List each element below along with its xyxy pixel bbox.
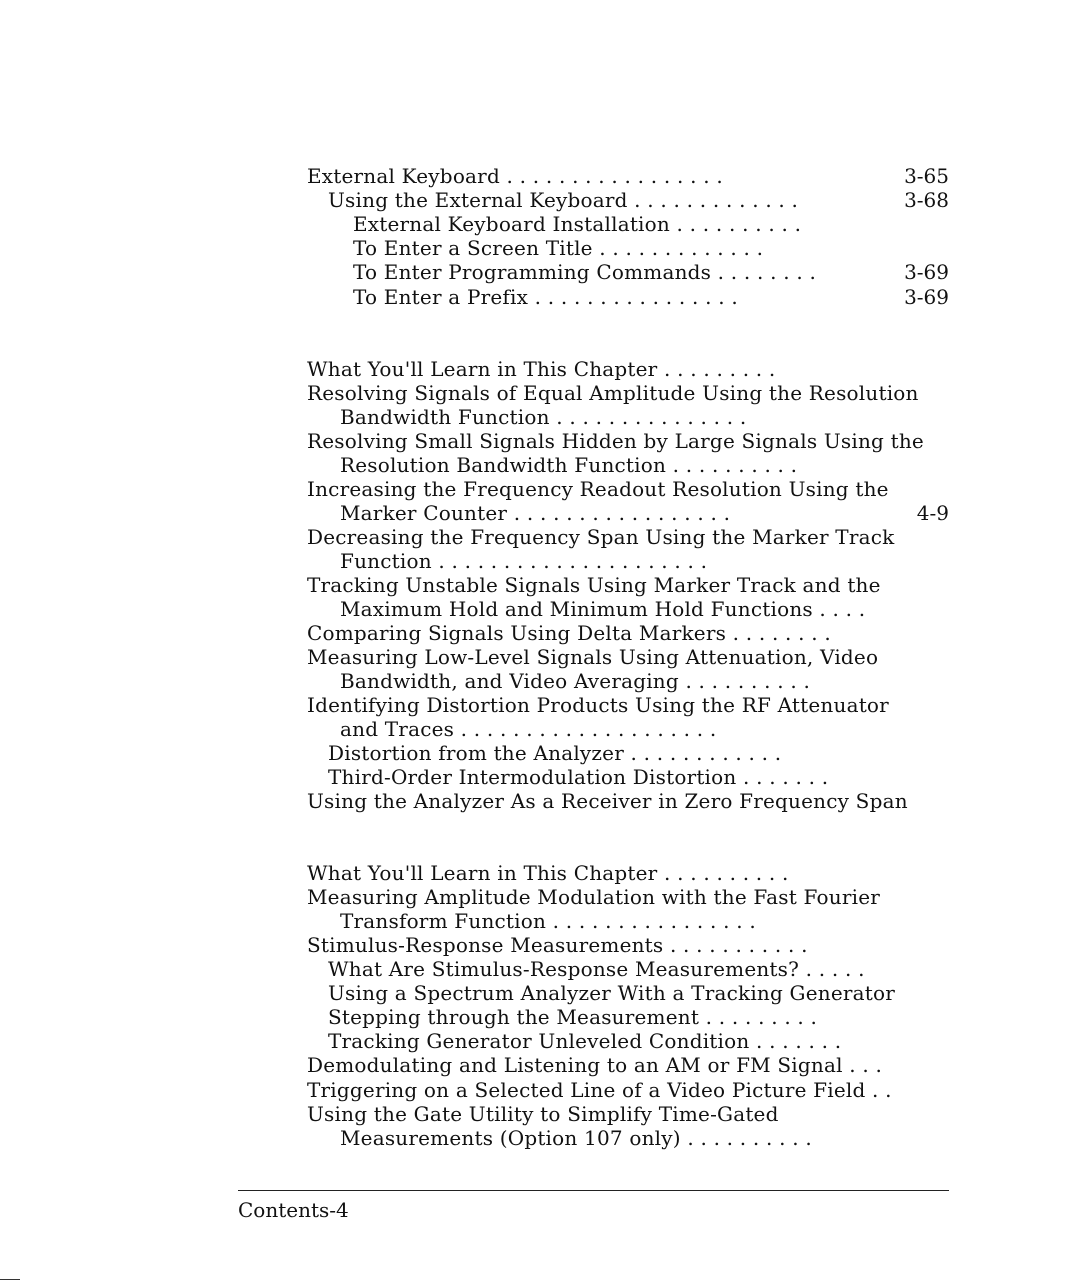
toc-entry: Increasing the Frequency Readout Resolution Using the: [307, 477, 889, 501]
toc-entry: Measuring Amplitude Modulation with the Fast Fourier: [307, 885, 880, 909]
toc-entry: Comparing Signals Using Delta Markers . . . . . . . .: [307, 621, 831, 645]
toc-entry: Tracking Unstable Signals Using Marker Track and the: [307, 573, 881, 597]
toc-entry: Using a Spectrum Analyzer With a Tracking Generator: [328, 981, 896, 1005]
toc-entry: Transform Function . . . . . . . . . . . . . . . .: [340, 909, 756, 933]
toc-entry: What Are Stimulus-Response Measurements? . . . . .: [328, 957, 865, 981]
toc-entry: Function . . . . . . . . . . . . . . . . . . . . .: [340, 549, 708, 573]
toc-entry: To Enter a Prefix . . . . . . . . . . . . . . . .: [353, 285, 738, 309]
toc-page-number: 3-69: [904, 260, 949, 284]
toc-entry: Measurements (Option 107 only) . . . . . . . . . .: [340, 1126, 812, 1150]
toc-entry: Measuring Low-Level Signals Using Attenuation, Video: [307, 645, 879, 669]
toc-entry: What You'll Learn in This Chapter . . . . . . . . .: [307, 357, 776, 381]
toc-entry: Demodulating and Listening to an AM or FM Signal . . .: [307, 1053, 883, 1077]
toc-entry: Stepping through the Measurement . . . . . . . . .: [328, 1005, 818, 1029]
toc-entry: Identifying Distortion Products Using the RF Attenuator: [307, 693, 889, 717]
toc-entry: Using the Analyzer As a Receiver in Zero Frequency Span: [307, 789, 908, 813]
page-footer-label: Contents-4: [238, 1198, 349, 1222]
toc-page-number: 3-69: [904, 285, 949, 309]
toc-entry: Using the External Keyboard . . . . . . . . . . . . .: [328, 188, 799, 212]
toc-page-number: 4-9: [916, 501, 949, 525]
toc-entry: Resolving Small Signals Hidden by Large Signals Using the: [307, 429, 924, 453]
toc-entry: Triggering on a Selected Line of a Video Picture Field . .: [307, 1078, 892, 1102]
toc-entry: Maximum Hold and Minimum Hold Functions . . . .: [340, 597, 866, 621]
toc-entry: Decreasing the Frequency Span Using the Marker Track: [307, 525, 895, 549]
toc-entry: External Keyboard . . . . . . . . . . . . . . . . .: [307, 164, 723, 188]
toc-entry: Resolving Signals of Equal Amplitude Using the Resolution: [307, 381, 919, 405]
toc-entry: Stimulus-Response Measurements . . . . . . . . . . .: [307, 933, 808, 957]
toc-entry: Using the Gate Utility to Simplify Time-Gated: [307, 1102, 779, 1126]
toc-page-number: 3-68: [904, 188, 949, 212]
toc-entry: Tracking Generator Unleveled Condition . . . . . . .: [328, 1029, 842, 1053]
scan-mark: [0, 1279, 20, 1280]
toc-entry: Bandwidth Function . . . . . . . . . . . . . . .: [340, 405, 747, 429]
toc-entry: To Enter a Screen Title . . . . . . . . . . . . .: [353, 236, 764, 260]
toc-page-number: 3-65: [904, 164, 949, 188]
toc-entry: External Keyboard Installation . . . . . . . . . .: [353, 212, 802, 236]
toc-entry: What You'll Learn in This Chapter . . . . . . . . . .: [307, 861, 789, 885]
toc-entry: To Enter Programming Commands . . . . . . . .: [353, 260, 817, 284]
toc-entry: Resolution Bandwidth Function . . . . . . . . . .: [340, 453, 798, 477]
toc-entry: Bandwidth, and Video Averaging . . . . . . . . . .: [340, 669, 811, 693]
toc-entry: Third-Order Intermodulation Distortion . . . . . . .: [328, 765, 829, 789]
footer-rule: [238, 1190, 949, 1191]
toc-entry: and Traces . . . . . . . . . . . . . . . . . . . .: [340, 717, 717, 741]
toc-entry: Marker Counter . . . . . . . . . . . . . . . . .: [340, 501, 731, 525]
toc-entry: Distortion from the Analyzer . . . . . . . . . . . .: [328, 741, 782, 765]
